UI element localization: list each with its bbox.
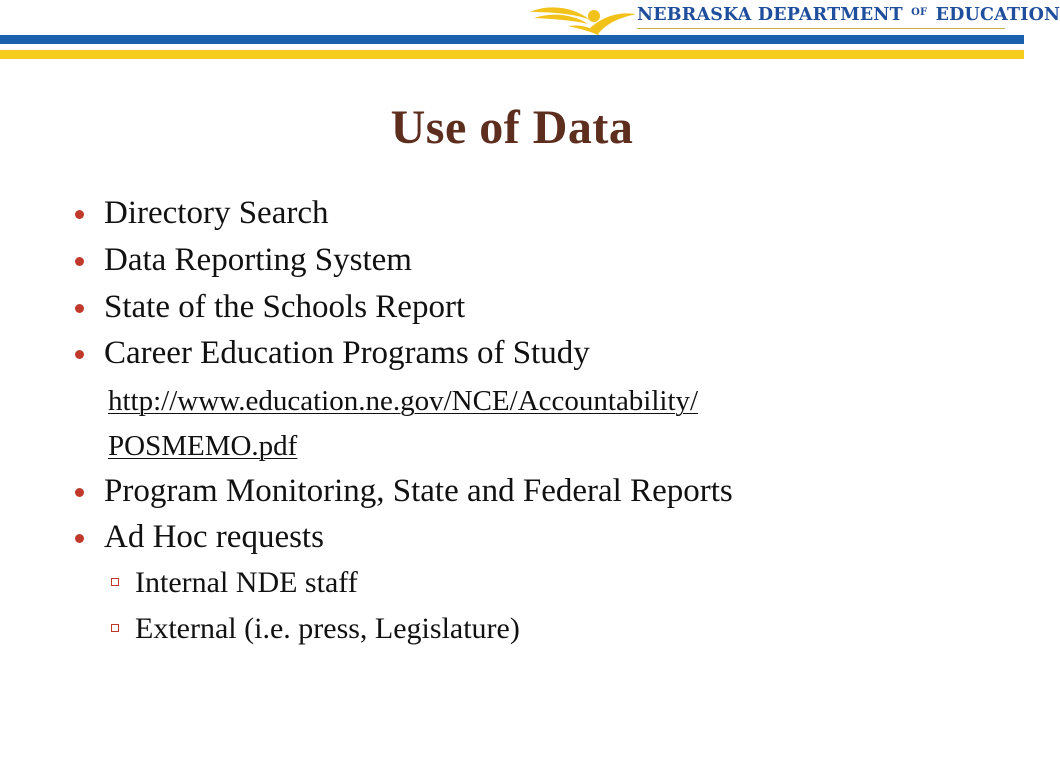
bullet-state-of-schools-report: State of the Schools Report <box>104 289 466 325</box>
bullet-dot-icon <box>75 350 84 359</box>
sub-bullet-external: External (i.e. press, Legislature) <box>135 612 520 645</box>
bullet-dot-icon <box>75 210 84 219</box>
org-name-part1: NEBRASKA DEPARTMENT <box>637 5 903 25</box>
bullet-career-education-programs: Career Education Programs of Study <box>104 335 590 371</box>
bullet-dot-icon <box>75 257 84 266</box>
sub-bullet-square-icon <box>111 578 119 586</box>
bullet-dot-icon <box>75 534 84 543</box>
bullet-ad-hoc-requests: Ad Hoc requests <box>104 519 324 555</box>
bullet-directory-search: Directory Search <box>104 195 329 231</box>
posmemo-link-line2[interactable]: POSMEMO.pdf <box>108 430 298 462</box>
bullet-program-monitoring: Program Monitoring, State and Federal Reports <box>104 473 733 509</box>
slide-title: Use of Data <box>390 101 634 154</box>
bullet-dot-icon <box>75 488 84 497</box>
org-name-part2: EDUCATION <box>935 5 1060 25</box>
sub-bullet-internal-staff: Internal NDE staff <box>135 566 358 599</box>
bullet-data-reporting-system: Data Reporting System <box>104 242 412 278</box>
sub-bullet-square-icon <box>111 624 119 632</box>
posmemo-link-line1[interactable]: http://www.education.ne.gov/NCE/Accountability/ <box>108 385 699 417</box>
bullet-dot-icon <box>75 304 84 313</box>
org-name-of: OF <box>911 7 928 18</box>
